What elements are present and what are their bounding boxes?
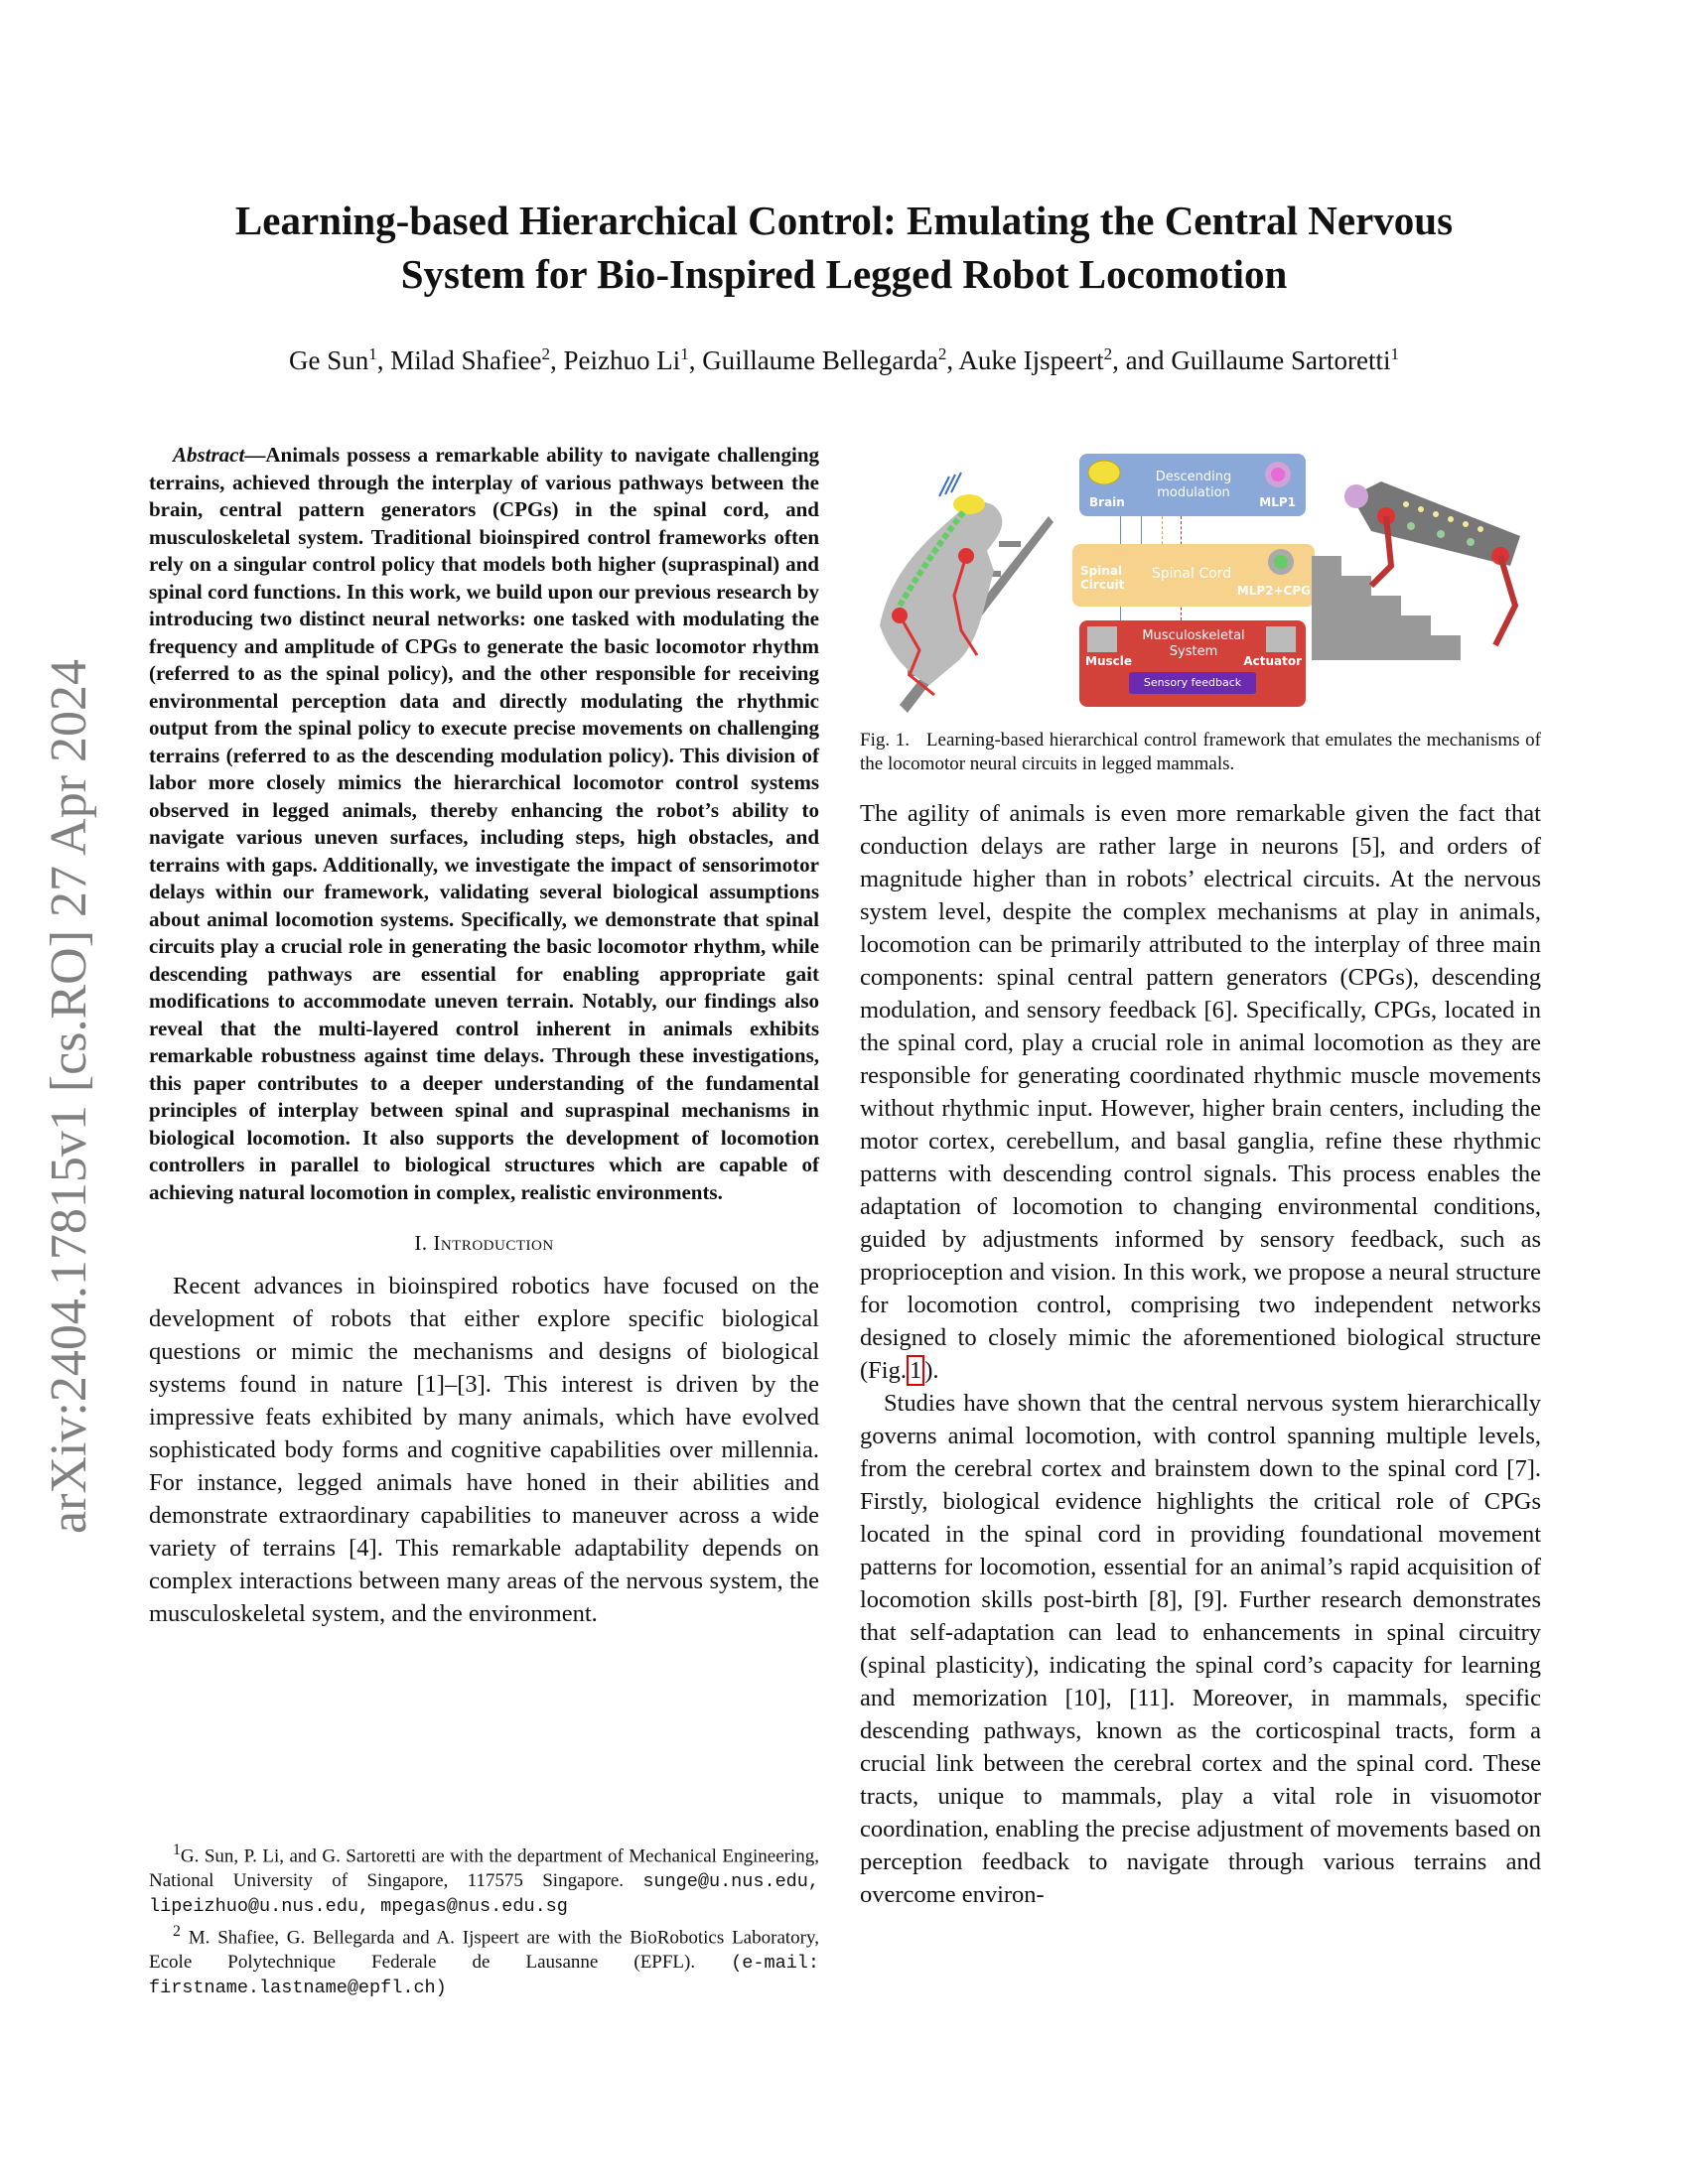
author-name: Milad Shafiee	[390, 345, 542, 375]
brain-label: Brain	[1089, 495, 1125, 509]
musculoskeletal-box	[1079, 620, 1306, 707]
footnotes	[149, 1839, 819, 2001]
title-line-2: System for Bio-Inspired Legged Robot Locomotion	[400, 251, 1288, 297]
arxiv-stamp: arXiv:2404.17815v1 [cs.RO] 27 Apr 2024	[41, 658, 97, 1534]
section-number: I.	[414, 1231, 428, 1255]
mlp2-network-icon	[1267, 548, 1295, 576]
left-column	[149, 442, 819, 1630]
abstract	[149, 442, 819, 1206]
separator: ,	[946, 345, 959, 375]
author-affil: 2	[541, 344, 550, 363]
separator: ,	[688, 345, 703, 375]
abstract-dash: —	[244, 443, 266, 467]
body-paragraph: Studies have shown that the central nervous system hierarchically governs animal locomotion, with control spanning multiple levels, from the cerebral cortex and brainstem down to the spinal cord [7]. Firstly, biological evidence highlights the critical role of CPGs located in the spinal cord in providing foundational movement patterns for locomotion, essential for an animal’s rapid acquisition of locomotion skills post-birth [8], [9]. Further research demonstrates that self-adaptation can lead to enhancements in spinal circuitry (spinal plasticity), indicating the spinal cord’s capacity for learning and memorization [10], [11]. Moreover, in mammals, specific descending pathways, known as the corticospinal tracts, form a crucial link between the cerebral cortex and the spinal cord. These tracts, unique to mammals, play a vital role in visuomotor coordination, enabling the precise adjustment of movements based on perception feedback to navigate through various terrains and overcome environ-	[860, 1390, 1541, 1908]
footnote-2	[149, 1920, 819, 2001]
author-affil: 1	[368, 344, 377, 363]
spinal-cord-box	[1072, 544, 1315, 607]
label-line: Circuit	[1080, 578, 1125, 592]
actuator-image-icon	[1266, 626, 1296, 652]
footnote-text: M. Shafiee, G. Bellegarda and A. Ijspeert are with the BioRobotics Laboratory, Ecole Polytechnique Federale de Lausanne (EPFL).	[149, 1927, 820, 1973]
footnote-1	[149, 1839, 819, 1920]
abstract-text: Animals possess a remarkable ability to navigate challenging terrains, achieved through the interplay of various pathways between the brain, central pattern generators (CPGs) in the spinal cord, and musculoskeletal system. Traditional bioinspired control frameworks often rely on a singular control policy that models both higher (supraspinal) and spinal cord functions. In this work, we build upon our previous research by introducing two distinct neural networks: one tasked with modulating the frequency and amplitude of CPGs to generate the basic locomotor rhythm (referred to as the spinal policy), and the other responsible for receiving environmental perception data and directly modulating the rhythmic output from the spinal policy to execute precise movements on challenging terrains (referred to as the descending modulation policy). This division of labor more closely mimics the hierarchical locomotor control systems observed in legged animals, thereby enhancing the robot’s ability to navigate various uneven surfaces, including steps, high obstacles, and terrains with gaps. Additionally, we investigate the impact of sensorimotor delays within our framework, validating several biological assumptions about animal locomotion systems. Specifically, we demonstrate that spinal circuits play a crucial role in generating the basic locomotor rhythm, while descending pathways are essential for enabling appropriate gait modifications to accommodate uneven terrain. Notably, our findings also reveal that the multi-layered control inherent in animals exhibits remarkable robustness against time delays. Through these investigations, this paper contributes to a deeper understanding of the fundamental principles of interplay between spinal and supraspinal mechanisms in biological locomotion. It also supports the development of locomotion controllers in parallel to biological structures which are capable of achieving natural locomotion in complex, realistic environments.	[149, 443, 819, 1204]
mlp1-network-icon	[1264, 458, 1292, 491]
muscle-label: Muscle	[1085, 654, 1132, 668]
author-name: Peizhuo Li	[563, 345, 681, 375]
intro-paragraph: Recent advances in bioinspired robotics have focused on the development of robots that either explore specific biological questions or mimic the mechanisms and designs of biological systems found in nature [1]–[3]. This interest is driven by the impressive feats exhibited by many animals, which have evolved sophisticated body forms and cognitive capabilities over millennia. For instance, legged animals have honed in their abilities and demonstrate extraordinary capabilities to maneuver across a wide variety of terrains [4]. This remarkable adaptability depends on complex interactions between many areas of the nervous system, the musculoskeletal system, and the environment.	[149, 1273, 819, 1627]
title-line-1: Learning-based Hierarchical Control: Emulating the Central Nervous	[234, 198, 1454, 243]
separator: ,	[549, 345, 564, 375]
body-paragraph	[860, 797, 1541, 1387]
musculoskeletal-label	[1134, 628, 1253, 660]
footnote-emails: sunge@u.nus.edu, lipeizhuo@u.nus.edu, mpegas@nus.edu.sg	[149, 1870, 819, 1918]
author-list	[0, 344, 1688, 376]
footnote-mark: 1	[173, 1842, 181, 1858]
dog-illustration-icon	[860, 457, 1058, 715]
label-line: modulation	[1157, 485, 1230, 500]
caption-label: Fig. 1.	[860, 730, 910, 751]
descending-modulation-box	[1079, 454, 1306, 516]
author-affil: 1	[680, 344, 689, 363]
descending-label	[1139, 470, 1248, 501]
author-name: Ge Sun	[288, 345, 369, 375]
mlp1-label: MLP1	[1259, 495, 1296, 509]
figure-1	[860, 437, 1545, 705]
footnote-mark: 2	[173, 1922, 181, 1940]
author-affil: 2	[937, 344, 947, 363]
label-line: Descending	[1155, 470, 1232, 484]
caption-text: Learning-based hierarchical control framework that emulates the mechanisms of the locomotor neural circuits in legged mammals.	[860, 730, 1541, 774]
paragraph-text: The agility of animals is even more remarkable given the fact that conduction delays are rather large in neurons [5], and orders of magnitude higher than in robots’ electrical circuits. At the nervous system level, despite the complex mechanisms at play in animals, locomotion can be primarily attributed to the interplay of three main components: spinal central pattern generators (CPGs), descending modulation, and sensory feedback [6]. Specifically, CPGs, located in the spinal cord, play a crucial role in animal locomotion as they are responsible for generating coordinated rhythmic muscle movements without rhythmic input. However, higher brain centers, including the motor cortex, cerebellum, and basal ganglia, refine these rhythmic patterns with descending control signals. This process enables the adaptation of locomotion to changing environmental conditions, guided by adjustments informed by sensory feedback, such as proprioception and vision. In this work, we propose a neural structure for locomotion control, comprising two independent networks designed to closely mimic the aforementioned biological structure (Fig.	[860, 800, 1541, 1384]
mlp2-cpg-label: MLP2+CPG	[1236, 584, 1311, 598]
descending-arrow-icon	[1141, 516, 1142, 544]
label-line: Spinal	[1080, 564, 1123, 578]
spinal-circuit-label	[1080, 564, 1124, 592]
right-column	[860, 797, 1541, 1911]
label-line: Musculoskeletal	[1142, 628, 1245, 643]
muscle-image-icon	[1087, 626, 1117, 652]
spinal-cord-label: Spinal Cord	[1151, 566, 1232, 582]
separator: ,	[376, 345, 391, 375]
sensory-feedback-label: Sensory feedback	[1129, 672, 1256, 694]
separator: , and	[1112, 345, 1172, 375]
author-affil: 1	[1390, 344, 1400, 363]
label-line: System	[1169, 644, 1218, 659]
robot-illustration-icon	[1312, 477, 1540, 665]
brain-icon	[1087, 460, 1121, 485]
section-title: Introduction	[433, 1231, 554, 1255]
author-name: Guillaume Bellegarda	[702, 345, 938, 375]
figure-reference-link[interactable]: 1	[907, 1355, 924, 1386]
figure-caption	[860, 729, 1541, 776]
actuator-label: Actuator	[1243, 654, 1302, 668]
paragraph-text: ).	[924, 1357, 939, 1384]
abstract-label: Abstract	[173, 443, 245, 467]
author-affil: 2	[1103, 344, 1113, 363]
paper-title	[0, 194, 1688, 301]
feedback-arrow-icon	[1162, 516, 1163, 544]
footnote-text: G. Sun, P. Li, and G. Sartoretti are with the department of Mechanical Engineering, National University of Singapore, 117575 Singapore.	[149, 1845, 819, 1891]
section-heading	[149, 1231, 819, 1256]
author-name: Auke Ijspeert	[958, 345, 1104, 375]
footnote-emails: (e-mail: firstname.lastname@epfl.ch)	[149, 1952, 820, 1999]
author-name: Guillaume Sartoretti	[1171, 345, 1391, 375]
